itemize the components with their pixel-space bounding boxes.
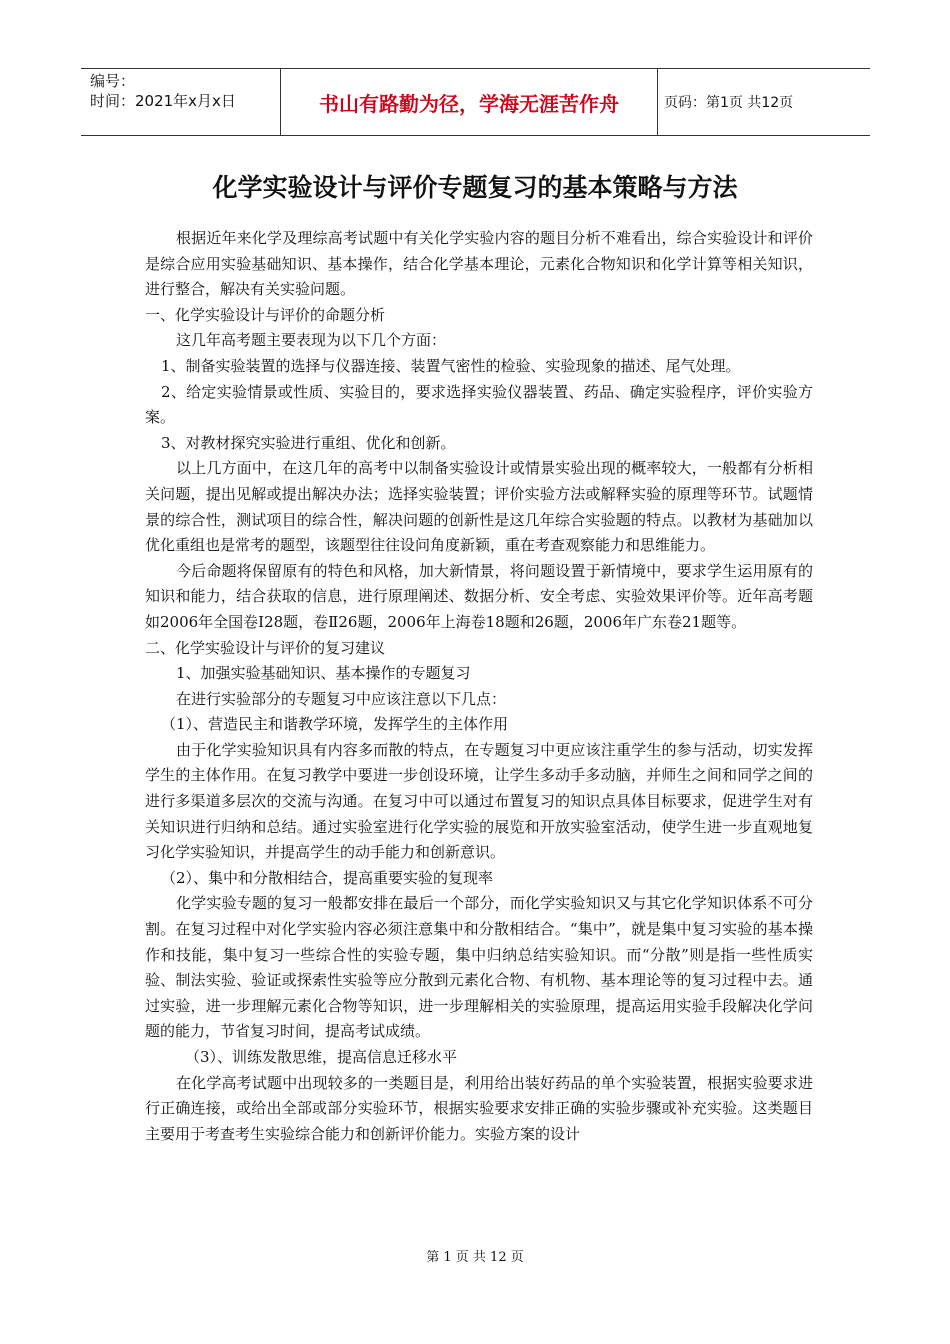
subsection-heading: （3）、训练发散思维，提高信息迁移水平 bbox=[185, 1048, 458, 1066]
number-label: 编号： bbox=[90, 72, 136, 90]
page-footer: 第 1 页 共 12 页 bbox=[426, 1250, 524, 1265]
paragraph: 由于化学实验知识具有内容多而散的特点，在专题复习中更应该注重学生的参与活动，切实发挥学生的主体作用。在复习教学中要进一步创设环境，让学生多动手多动脑，并师生之间和同学之间的进行多渠道多层次的交流与沟通。在复习中可以通过布置复习的知识点具体目标要求，促进学生对有关知识进行归纳和总结。通过实验室进行化学实验的展览和开放实验室活动，使学生进一步直观地复习化学实验知识，并提高学生的动手能力和创新意识。 bbox=[145, 740, 813, 862]
header-meta bbox=[81, 69, 281, 135]
paragraph: 今后命题将保留原有的特色和风格，加大新情景，将问题设置于新情境中，要求学生运用原有的知识和能力，结合获取的信息，进行原理阐述、数据分析、安全考虑、实验效果评价等。近年高考题如2006年全国卷Ⅰ28题，卷Ⅱ26题，2006年上海卷18题和26题，2006年广东卷21题等。 bbox=[145, 561, 813, 631]
paragraph: 这几年高考题主要表现为以下几个方面： bbox=[176, 331, 447, 350]
section-heading: 二、化学实验设计与评价的复习建议 bbox=[145, 638, 386, 657]
document-title: 化学实验设计与评价专题复习的基本策略与方法 bbox=[212, 173, 738, 202]
subsection-heading: （2）、集中和分散相结合，提高重要实验的复现率 bbox=[161, 868, 494, 887]
paragraph: 化学实验专题的复习一般都安排在最后一个部分，而化学实验知识又与其它化学知识体系不可分割。在复习过程中对化学实验内容必须注意集中和分散相结合。“集中”，就是集中复习实验的基本操作和技能，集中复习一些综合性的实验专题，集中归纳总结实验知识。而“分散”则是指一些性质实验、制法实验、验证或探索性实验等应分散到元素化合物、有机物、基本理论等的复习过程中去。通过实验，进一步理解元素化合物等知识，进一步理解相关的实验原理，提高运用实验手段解决化学问题的能力，节省复习时间，提高考试成绩。 bbox=[145, 894, 813, 1041]
subsection-heading: （1）、营造民主和谐教学环境，发挥学生的主体作用 bbox=[161, 715, 509, 734]
time-label: 时间：2021年x月x日 bbox=[90, 92, 236, 110]
header-page-info: 页码：第1页 共12页 bbox=[664, 95, 794, 111]
paragraph: 在化学高考试题中出现较多的一类题目是，利用给出装好药品的单个实验装置，根据实验要求进行正确连接，或给出全部或部分实验环节，根据实验要求安排正确的实验步骤或补充实验。这类题目主要用于考查考生实验综合能力和创新评价能力。实验方案的设计 bbox=[145, 1073, 813, 1143]
document-body bbox=[145, 226, 813, 1147]
section-heading: 一、化学实验设计与评价的命题分析 bbox=[145, 305, 386, 324]
paragraph: 以上几方面中，在这几年的高考中以制备实验设计或情景实验出现的概率较大，一般都有分析相关问题，提出见解或提出解决办法；选择实验装置；评价实验方法或解释实验的原理等环节。试题情景的综合性，测试项目的综合性，解决问题的创新性是这几年综合实验题的特点。以教材为基础加以优化重组也是常考的题型，该题型往往设问角度新颖，重在考查观察能力和思维能力。 bbox=[145, 459, 813, 555]
list-item: 2、给定实验情景或性质、实验目的，要求选择实验仪器装置、药品、确定实验程序，评价实验方案。 bbox=[145, 382, 813, 427]
page-header bbox=[81, 68, 870, 136]
paragraph: 在进行实验部分的专题复习中应该注意以下几点： bbox=[176, 689, 507, 708]
paragraph: 根据近年来化学及理综高考试题中有关化学实验内容的题目分析不难看出，综合实验设计和评价是综合应用实验基础知识、基本操作，结合化学基本理论，元素化合物知识和化学计算等相关知识，进行整合，解决有关实验问题。 bbox=[145, 229, 813, 299]
subsection-heading: 1、加强实验基础知识、基本操作的专题复习 bbox=[176, 664, 471, 683]
list-item: 3、对教材探究实验进行重组、优化和创新。 bbox=[161, 433, 456, 452]
header-motto: 书山有路勤为径，学海无涯苦作舟 bbox=[281, 69, 658, 135]
list-item: 1、制备实验装置的选择与仪器连接、装置气密性的检验、实验现象的描述、尾气处理。 bbox=[161, 356, 741, 375]
